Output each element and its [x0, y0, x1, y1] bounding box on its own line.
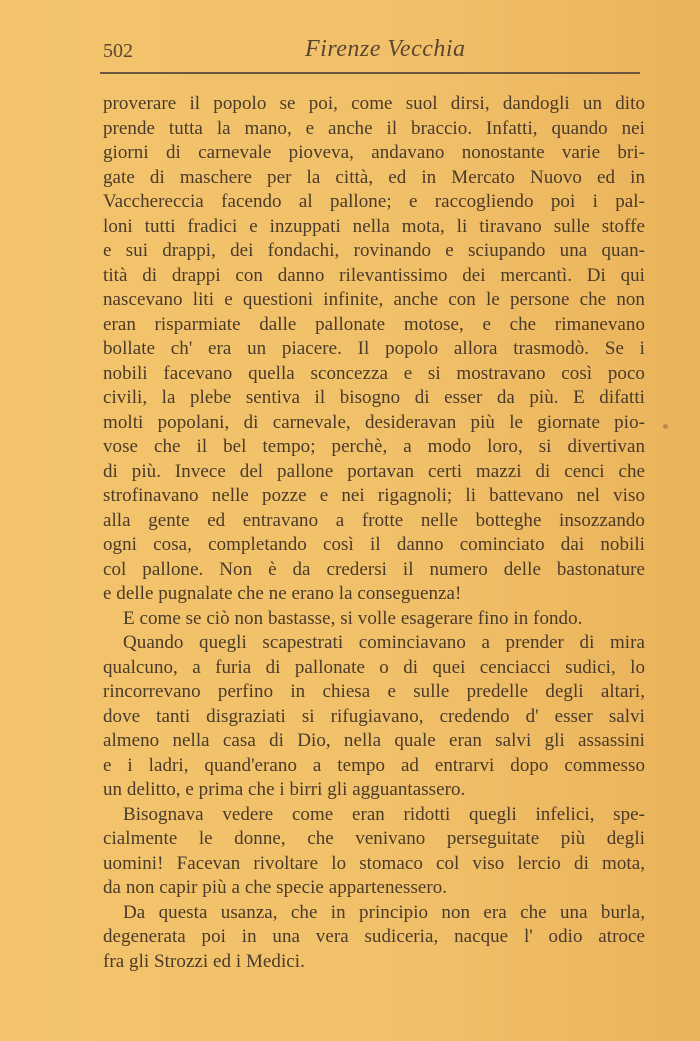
header-rule — [100, 72, 640, 74]
text-line: alla gente ed entravano a frotte nelle botteghe insozzando — [103, 509, 645, 531]
text-line: molti popolani, di carnevale, desideravan più le giornate pio- — [103, 411, 645, 433]
text-line: civili, la plebe sentiva il bisogno di esser da più. E difatti — [103, 387, 645, 408]
text-line: nobili facevano quella sconcezza e si mostravano così poco — [103, 362, 645, 384]
text-line: Bisognava vedere come eran ridotti quegli infelici, spe- — [123, 803, 645, 825]
text-line: eran risparmiate dalle pallonate motose, e che rimanevano — [103, 313, 645, 335]
text-line: da non capir più a che specie appartenessero. — [103, 877, 448, 898]
text-line: ogni cosa, completando così il danno cominciato dai nobili — [103, 534, 645, 555]
text-line: almeno nella casa di Dio, nella quale eran salvi gli assassini — [103, 730, 645, 751]
text-line: gate di maschere per la città, ed in Mercato Nuovo ed in — [103, 166, 645, 188]
page-number: 502 — [103, 40, 133, 62]
text-line: col pallone. Non è da credersi il numero delle bastonature — [103, 558, 645, 580]
body-text — [103, 92, 645, 974]
text-line: e delle pugnalate che ne erano la conseguenza! — [103, 583, 462, 604]
text-line: dove tanti disgraziati si rifugiavano, credendo d' esser salvi — [103, 705, 645, 727]
text-line: fra gli Strozzi ed i Medici. — [103, 950, 305, 972]
text-line: strofinavano nelle pozze e nei rigagnoli; li battevano nel viso — [103, 485, 645, 506]
text-line: di più. Invece del pallone portavan certi mazzi di cenci che — [103, 460, 645, 482]
text-line: e i ladri, quand'erano a tempo ad entrarvi dopo commesso — [103, 754, 645, 776]
text-line: bollate ch' era un piacere. Il popolo allora trasmodò. Se i — [103, 338, 645, 359]
margin-mark — [663, 424, 668, 429]
text-line: tità di drappi con danno rilevantissimo dei mercantì. Di qui — [103, 264, 645, 286]
text-line: loni tutti fradici e inzuppati nella mota, li tiravano sulle stoffe — [103, 215, 645, 237]
running-title: Firenze Vecchia — [305, 36, 466, 62]
text-line: e sui drappi, dei fondachi, rovinando e sciupando una quan- — [103, 240, 645, 261]
text-line: Quando quegli scapestrati cominciavano a prender di mira — [123, 632, 645, 653]
text-line: degenerata poi in una vera sudiceria, nacque l' odio atroce — [103, 926, 645, 947]
text-line: Da questa usanza, che in principio non era che una burla, — [123, 901, 645, 923]
text-line: un delitto, e prima che i birri gli agguantassero. — [103, 779, 466, 800]
text-line: prende tutta la mano, e anche il braccio. Infatti, quando nei — [103, 117, 645, 139]
text-line: rincorrevano perfino in chiesa e sulle predelle degli altari, — [103, 681, 645, 702]
page-header — [100, 38, 640, 74]
text-line: proverare il popolo se poi, come suol dirsi, dandogli un dito — [103, 93, 645, 114]
text-line: E come se ciò non bastasse, si volle esagerare fino in fondo. — [123, 607, 583, 629]
text-line: Vacchereccia facendo al pallone; e raccogliendo poi i pal- — [103, 191, 645, 212]
text-line: qualcuno, a furia di pallonate o di quei cenciacci sudici, lo — [103, 656, 645, 678]
text-line: nascevano liti e questioni infinite, anche con le persone che non — [103, 289, 645, 310]
text-line: uomini! Facevan rivoltare lo stomaco col viso lercio di mota, — [103, 852, 645, 874]
text-line: vose che il bel tempo; perchè, a modo loro, si divertivan — [103, 436, 645, 457]
text-line: giorni di carnevale pioveva, andavano nonostante varie bri- — [103, 142, 645, 163]
text-line: cialmente le donne, che venivano perseguitate più degli — [103, 828, 645, 849]
